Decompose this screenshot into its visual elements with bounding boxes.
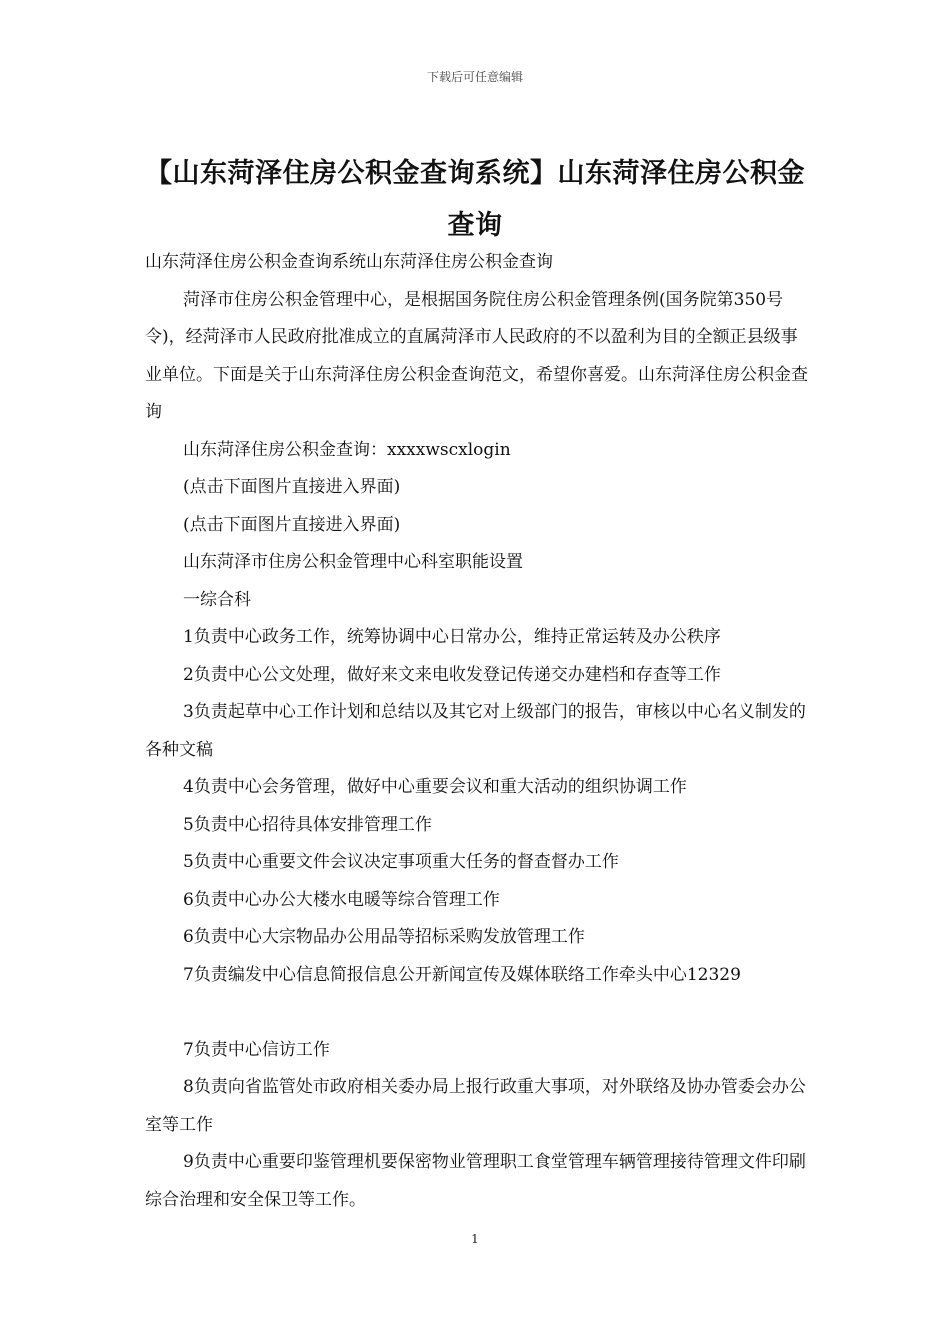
list-item: 8负责向省监管处市政府相关委办局上报行政重大事项，对外联络及协办管委会办公室等工作 xyxy=(145,1077,806,1135)
paragraph-section-heading: 山东菏泽市住房公积金管理中心科室职能设置 xyxy=(183,552,523,572)
header-note: 下载后可任意编辑 xyxy=(426,70,523,84)
list-item: 2负责中心公文处理，做好来文来电收发登记传递交办建档和存查等工作 xyxy=(183,664,721,685)
paragraph-department-heading: 一综合科 xyxy=(183,589,251,610)
list-item: 6负责中心大宗物品办公用品等招标采购发放管理工作 xyxy=(183,927,585,947)
paragraph-click-note-1: (点击下面图片直接进入界面) xyxy=(183,477,401,497)
list-item: 4负责中心会务管理，做好中心重要会议和重大活动的组织协调工作 xyxy=(183,777,687,797)
paragraph-center-description: 菏泽市住房公积金管理中心，是根据国务院住房公积金管理条例(国务院第350号令)，经菏泽市人民政府批准成立的直属菏泽市人民政府的不以盈利为目的全额正县级事业单位。下面是关于山东菏泽住房公积金查询范文，希望你喜爱。山东菏泽住房公积金查询 xyxy=(145,289,808,422)
list-item: 6负责中心办公大楼水电暖等综合管理工作 xyxy=(183,889,500,910)
paragraph-intro-line: 山东菏泽住房公积金查询系统山东菏泽住房公积金查询 xyxy=(145,252,553,272)
page-number: 1 xyxy=(471,1232,479,1246)
paragraph-click-note-2: (点击下面图片直接进入界面) xyxy=(183,514,401,535)
list-item: 7负责中心信访工作 xyxy=(183,1039,330,1060)
paragraph-query-url: 山东菏泽住房公积金查询：xxxxwscxlogin xyxy=(183,439,511,460)
list-item: 5负责中心招待具体安排管理工作 xyxy=(183,814,432,835)
list-item: 1负责中心政务工作，统筹协调中心日常办公，维持正常运转及办公秩序 xyxy=(183,627,721,647)
blank-line xyxy=(145,994,810,1032)
list-item: 3负责起草中心工作计划和总结以及其它对上级部门的报告，审核以中心名义制发的各种文稿 xyxy=(145,702,806,760)
list-item: 5负责中心重要文件会议决定事项重大任务的督查督办工作 xyxy=(183,852,619,872)
document-body xyxy=(145,244,810,1219)
list-item: 7负责编发中心信息简报信息公开新闻宣传及媒体联络工作牵头中心12329 xyxy=(183,964,741,985)
document-title: 【山东菏泽住房公积金查询系统】山东菏泽住房公积金查询 xyxy=(145,158,805,241)
list-item: 9负责中心重要印鉴管理机要保密物业管理职工食堂管理车辆管理接待管理文件印刷综合治理和安全保卫等工作。 xyxy=(145,1152,806,1210)
